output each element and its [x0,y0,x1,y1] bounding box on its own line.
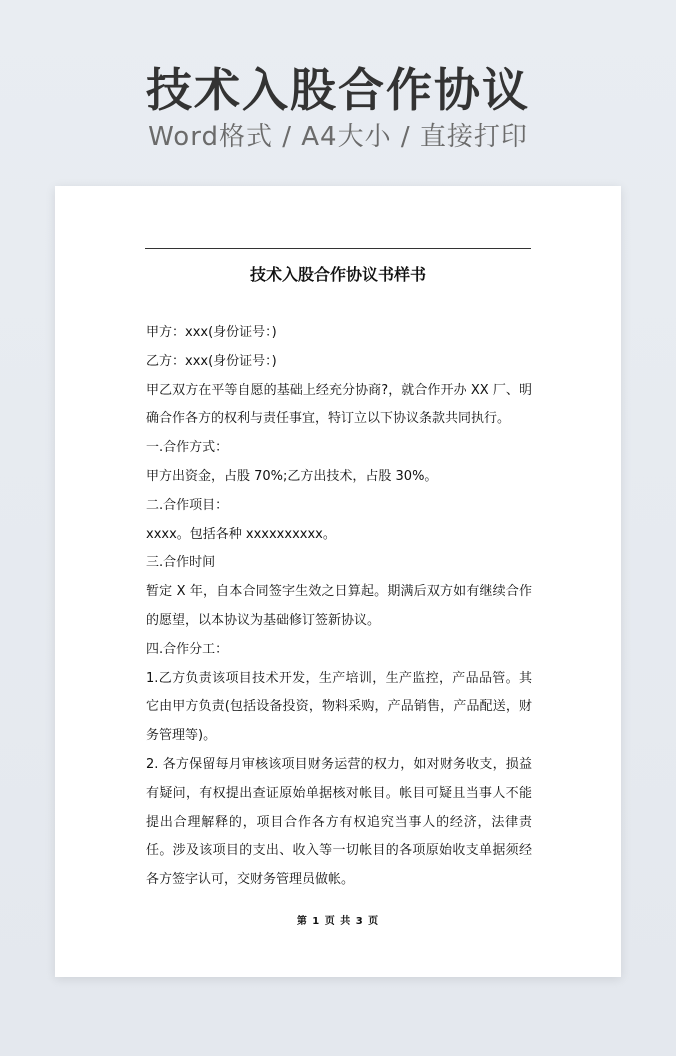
document-page [55,186,621,977]
section-heading: 三.合作时间 [146,555,216,571]
banner-title: 技术入股合作协议 [146,63,530,117]
section-heading: 二.合作项目： [146,497,229,513]
body-paragraph: 甲方出资金，占股 70%;乙方出技术，占股 30%。 [146,468,438,484]
banner-subtitle: Word格式 / A4大小 / 直接打印 [148,122,528,152]
body-paragraph: xxxx。包括各种 xxxxxxxxxx。 [146,526,336,542]
document-body [146,319,532,895]
header-rule [145,248,531,249]
body-paragraph: 暂定 X 年，自本合同签字生效之日算起。期满后双方如有继续合作的愿望，以本协议为基础修订签新协议。 [146,584,532,628]
document-title: 技术入股合作协议书样书 [249,265,426,284]
party-a-line: 甲方：xxx(身份证号：) [146,325,277,340]
body-paragraph: 1.乙方负责该项目技术开发，生产培训，生产监控，产品品管。其它由甲方负责(包括设备投资，物料采购，产品销售，产品配送，财务管理等)。 [146,670,532,744]
preamble-paragraph: 甲乙双方在平等自愿的基础上经充分协商?，就合作开办 XX 厂、明确合作各方的权利与责任事宜，特订立以下协议条款共同执行。 [146,382,532,427]
page-footer: 第 1 页 共 3 页 [296,916,380,927]
section-heading: 四.合作分工： [146,641,229,657]
body-paragraph: 2. 各方保留每月审核该项目财务运营的权力，如对财务收支，损益有疑问，有权提出查证原始单据核对帐目。帐目可疑且当事人不能提出合理解释的，项目合作各方有权追究当事人的经济，法律责任。涉及该项目的支出、收入等一切帐目的各项原始收支单据须经各方签字认可，交财务管理员做帐。 [146,756,532,888]
section-heading: 一.合作方式： [146,440,229,456]
party-b-line: 乙方：xxx(身份证号：) [146,353,277,369]
